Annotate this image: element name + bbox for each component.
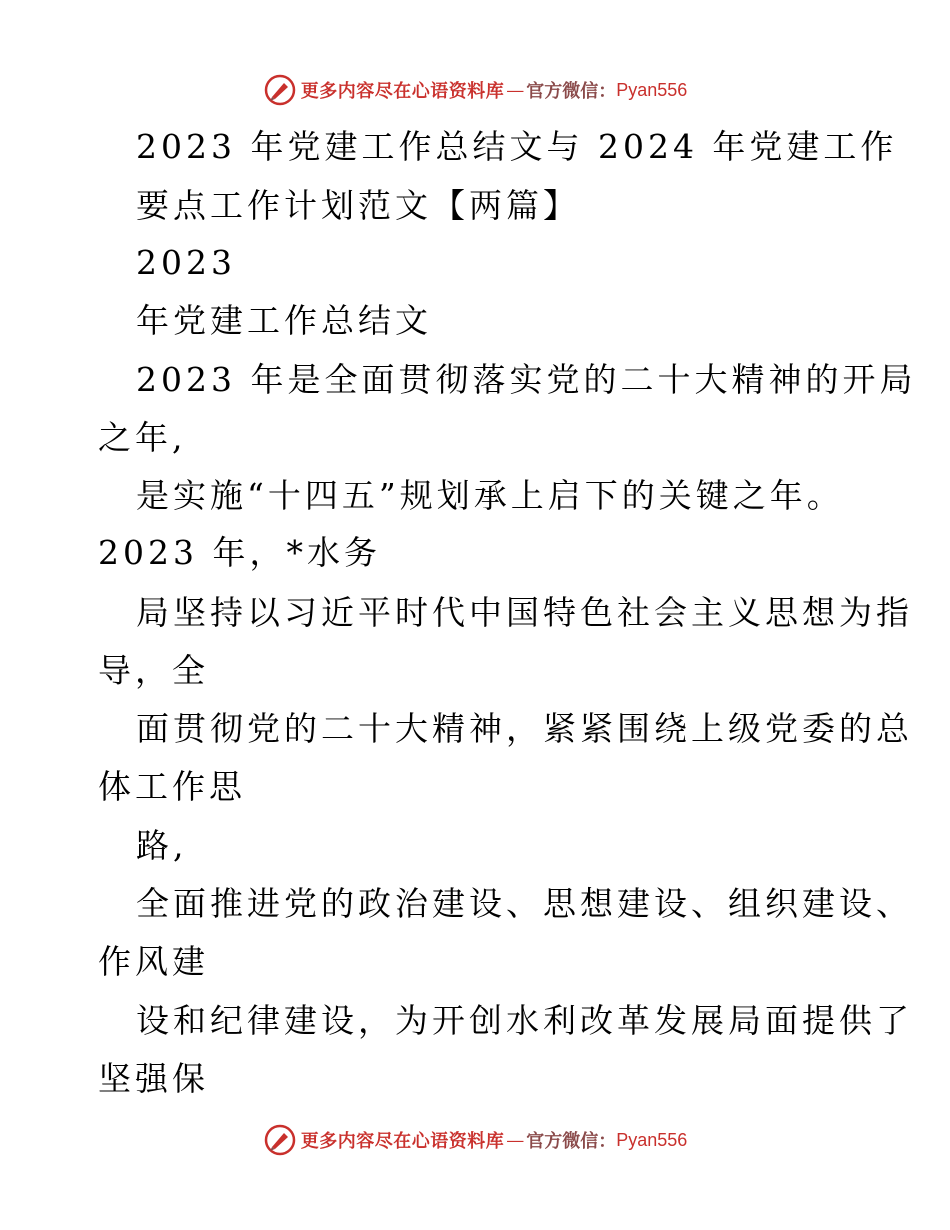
title-line-1: 2023 年党建工作总结文与 2024 年党建工作 (136, 127, 898, 166)
watermark-wechat-label: 官方微信： (526, 1131, 617, 1152)
watermark-wechat-id: Pyan556 (616, 79, 688, 100)
section-heading: 年党建工作总结文 (136, 301, 432, 340)
section-heading-year: 2023 (136, 243, 236, 282)
pen-logo-icon (263, 73, 297, 107)
paragraph-line: 面贯彻党的二十大精神，紧紧围绕上级党委的总 (136, 709, 913, 748)
paragraph-line: 导，全 (98, 651, 209, 690)
footer-watermark (0, 1120, 950, 1160)
header-watermark (0, 70, 950, 110)
pen-logo-icon (263, 1123, 297, 1157)
paragraph-line: 全面推进党的政治建设、思想建设、组织建设、 (136, 884, 913, 923)
paragraph-line: 坚强保 (98, 1059, 209, 1098)
paragraph-line: 路, (136, 826, 188, 865)
paragraph-line: 作风建 (98, 942, 209, 981)
watermark-text: 更多内容尽在心语资料库 (300, 1131, 505, 1152)
watermark-separator: — (506, 79, 525, 101)
paragraph-line: 局坚持以习近平时代中国特色社会主义思想为指 (136, 593, 913, 632)
paragraph-line: 之年, (98, 418, 187, 457)
watermark-wechat-id: Pyan556 (616, 1129, 688, 1150)
paragraph-line: 2023 年，*水务 (98, 533, 381, 572)
paragraph-line: 是实施“十四五”规划承上启下的关键之年。 (136, 476, 844, 515)
paragraph-line: 设和纪律建设，为开创水利改革发展局面提供了 (136, 1001, 913, 1040)
paragraph-line: 2023 年是全面贯彻落实党的二十大精神的开局 (136, 360, 917, 399)
title-line-2: 要点工作计划范文【两篇】 (136, 186, 580, 225)
watermark-separator: — (506, 1129, 525, 1151)
paragraph-line: 体工作思 (98, 767, 246, 806)
watermark-text: 更多内容尽在心语资料库 (300, 81, 505, 102)
watermark-wechat-label: 官方微信： (526, 81, 617, 102)
